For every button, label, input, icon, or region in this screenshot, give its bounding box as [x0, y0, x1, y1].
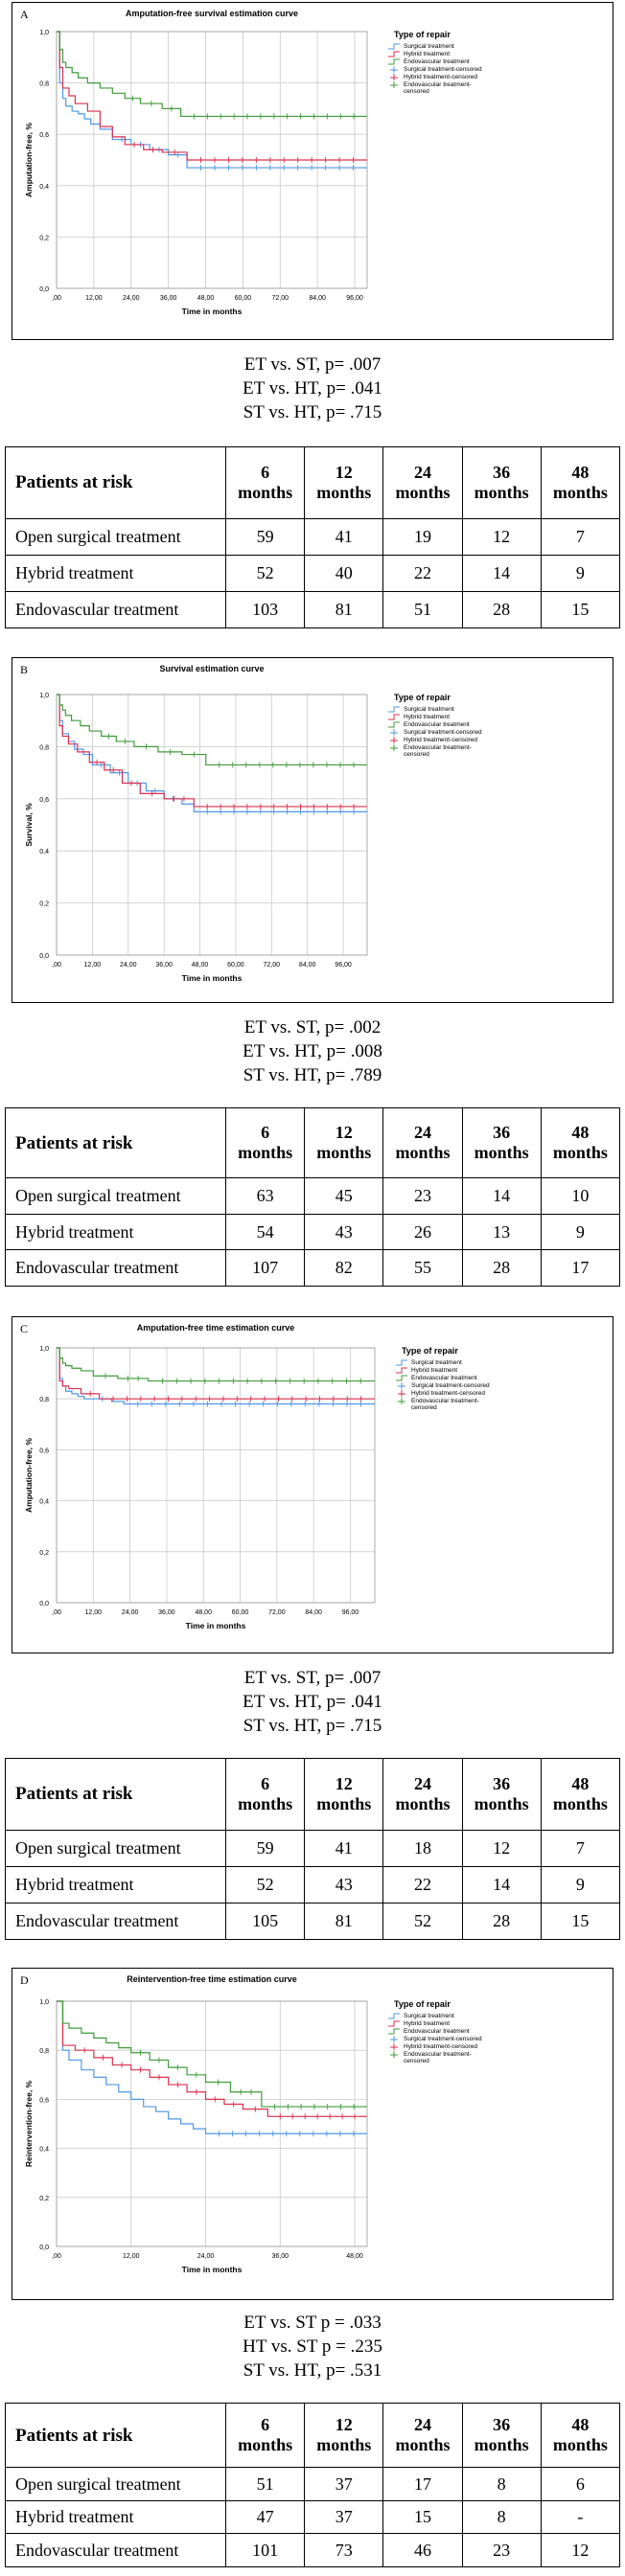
x-tick-label: 84,00: [298, 962, 316, 969]
y-tick-label: 0,2: [39, 235, 49, 242]
y-axis-label: Reintervention-free, %: [24, 2080, 34, 2168]
legend-swatch-line: [388, 722, 400, 727]
risk-cell: 22: [383, 555, 462, 591]
y-tick-label: 1,0: [39, 693, 49, 699]
x-tick-label: 36,00: [158, 1609, 175, 1616]
x-tick-label: 24,00: [197, 2253, 215, 2260]
table-row: [6, 518, 620, 555]
risk-cell: 6: [541, 2468, 619, 2501]
x-tick-label: 60,00: [227, 962, 244, 969]
x-tick-label: 24,00: [122, 295, 140, 302]
stat-line: ET vs. HT, p= .008: [243, 1041, 382, 1061]
risk-cell: 14: [462, 1178, 541, 1215]
risk-header-cell: 48 months: [541, 2404, 619, 2468]
table-row: [6, 1178, 620, 1215]
x-tick-label: 12,00: [84, 1609, 103, 1616]
risk-header-cell: 12 months: [305, 447, 383, 519]
legend-swatch-line: [388, 52, 400, 57]
legend-swatch-line: [388, 2014, 400, 2018]
x-tick-label: 24,00: [120, 962, 137, 969]
legend-swatch-line: [388, 2021, 400, 2026]
y-tick-label: 0,6: [39, 796, 49, 804]
legend-label: [404, 2051, 472, 2064]
legend-label: Hybrid treatment: [404, 51, 451, 57]
risk-cell: 22: [383, 1866, 462, 1903]
y-tick-label: 0,8: [39, 1397, 49, 1404]
x-tick-label: 12,00: [122, 2253, 140, 2260]
risk-table-d: [5, 2403, 620, 2567]
risk-row-label: Hybrid treatment: [6, 555, 226, 591]
chart-title: Reintervention-free time estimation curve: [127, 1974, 297, 1984]
legend-label-part: censored: [411, 1404, 437, 1411]
risk-cell: 10: [541, 1178, 619, 1215]
y-tick-label: 0,8: [39, 744, 49, 752]
panel-letter: B: [20, 663, 29, 676]
y-tick-label: 1,0: [39, 30, 49, 36]
risk-cell: 8: [462, 2468, 541, 2501]
x-tick-label: 72,00: [263, 962, 281, 969]
legend-label: Hybrid treatment: [404, 714, 451, 720]
stat-line: ET vs. HT, p= .041: [243, 1692, 382, 1712]
x-tick-label: 84,00: [309, 295, 326, 302]
x-tick-label: 48,00: [195, 1609, 212, 1616]
x-tick-label: ,00: [52, 295, 61, 302]
risk-cell: 81: [305, 591, 383, 627]
stat-line: ST vs. HT, p= .789: [243, 1065, 382, 1085]
stats-d: [0, 2311, 625, 2382]
risk-header-cell: 48 months: [541, 1759, 619, 1831]
series-surgical-curve: [57, 2001, 367, 2133]
legend-label: Hybrid treatment-censored: [411, 1390, 485, 1397]
risk-cell: 9: [541, 1214, 619, 1250]
legend-label: Endovascular treatment: [404, 2028, 470, 2035]
risk-cell: 51: [383, 591, 462, 627]
y-tick-label: 0,8: [39, 80, 49, 88]
table-row: [6, 555, 620, 591]
risk-cell: 12: [462, 518, 541, 555]
risk-cell: 52: [226, 1866, 305, 1903]
stat-line: ET vs. HT, p= .041: [243, 378, 382, 399]
y-tick-label: 0,0: [39, 286, 49, 293]
risk-cell: 59: [226, 1830, 305, 1866]
legend-label: Hybrid treatment-censored: [404, 2043, 477, 2050]
x-tick-label: 72,00: [268, 1609, 286, 1616]
risk-header-row: [6, 2404, 620, 2468]
x-tick-label: 48,00: [197, 295, 215, 302]
x-axis-label: Time in months: [181, 973, 243, 983]
risk-cell: 8: [462, 2500, 541, 2534]
risk-cell: 82: [305, 1250, 383, 1287]
y-tick-label: 0,0: [39, 2245, 49, 2251]
chart-title: Amputation-free survival estimation curve: [125, 9, 299, 18]
chart-title: Survival estimation curve: [159, 664, 265, 673]
stat-line: ST vs. HT, p= .715: [243, 402, 382, 422]
legend-label: Surgical treatment-censored: [404, 2036, 482, 2042]
risk-header-row: [6, 1759, 620, 1831]
legend-label: Hybrid treatment-censored: [404, 737, 477, 743]
risk-header-cell: 6 months: [226, 1108, 305, 1178]
risk-header-cell: 36 months: [462, 1759, 541, 1831]
y-tick-label: 0,0: [39, 1601, 49, 1607]
risk-cell: 73: [305, 2534, 383, 2567]
stat-line: HT vs. ST p = .235: [243, 2337, 382, 2357]
table-row: [6, 1830, 620, 1866]
stats-b: [0, 1015, 625, 1087]
risk-cell: 41: [305, 1830, 383, 1866]
x-tick-label: 48,00: [191, 962, 209, 969]
x-tick-label: 36,00: [271, 2253, 289, 2260]
legend-swatch-line: [396, 1376, 407, 1380]
panel-letter: D: [20, 1973, 29, 1987]
risk-cell: 28: [462, 1903, 541, 1939]
y-tick-label: 0,2: [39, 1549, 49, 1557]
risk-cell: -: [541, 2500, 619, 2534]
stat-line: ST vs. HT, p= .715: [243, 1716, 382, 1736]
risk-row-label: Open surgical treatment: [6, 1830, 226, 1866]
panel-letter: A: [20, 8, 29, 21]
table-row: [6, 1866, 620, 1903]
x-tick-label: 60,00: [231, 1609, 249, 1616]
risk-cell: 54: [226, 1214, 305, 1250]
risk-cell: 40: [305, 555, 383, 591]
y-axis-label: Survival, %: [24, 803, 34, 847]
risk-cell: 41: [305, 518, 383, 555]
x-tick-label: 84,00: [305, 1609, 322, 1616]
risk-row-label: Hybrid treatment: [6, 2500, 226, 2534]
risk-cell: 28: [462, 591, 541, 627]
risk-cell: 26: [383, 1214, 462, 1250]
risk-cell: 103: [226, 591, 305, 627]
legend-label: Surgical treatment: [404, 2013, 454, 2019]
legend-label: Surgical treatment-censored: [411, 1382, 490, 1389]
legend-label: Endovascular treatment: [411, 1375, 477, 1381]
risk-cell: 17: [383, 2468, 462, 2501]
legend-swatch-line: [388, 707, 400, 712]
risk-cell: 107: [226, 1250, 305, 1287]
plot-frame: [57, 1348, 375, 1603]
risk-header-row: [6, 447, 620, 519]
series-endovascular-curve: [57, 2001, 367, 2107]
x-tick-label: 96,00: [346, 295, 363, 302]
chart-a-frame: [12, 2, 613, 340]
x-tick-label: 12,00: [83, 962, 102, 969]
x-tick-label: 96,00: [341, 1609, 359, 1616]
y-tick-label: 0,0: [39, 953, 49, 960]
y-tick-label: 0,8: [39, 2048, 49, 2056]
y-tick-label: 1,0: [39, 1999, 49, 2006]
risk-header-cell: 6 months: [226, 2404, 305, 2468]
legend-label-part: Endovascular treatment-: [404, 744, 472, 751]
risk-header-cell: 12 months: [305, 1759, 383, 1831]
legend-label: [411, 1398, 479, 1411]
legend-label: Hybrid treatment-censored: [404, 74, 477, 80]
legend-label-part: censored: [404, 751, 429, 758]
legend-label: Hybrid treatment: [404, 2020, 451, 2027]
risk-cell: 52: [226, 555, 305, 591]
risk-cell: 101: [226, 2534, 305, 2567]
risk-row-label: Hybrid treatment: [6, 1214, 226, 1250]
risk-cell: 12: [462, 1830, 541, 1866]
risk-cell: 52: [383, 1903, 462, 1939]
stats-a: [0, 353, 625, 424]
y-tick-label: 0,6: [39, 132, 49, 140]
risk-cell: 13: [462, 1214, 541, 1250]
risk-row-label: Endovascular treatment: [6, 1250, 226, 1287]
risk-cell: 15: [541, 591, 619, 627]
legend-title: Type of repair: [394, 1999, 451, 2009]
risk-row-label: Endovascular treatment: [6, 2534, 226, 2567]
legend-label: Hybrid treatment: [411, 1367, 458, 1374]
x-axis-label: Time in months: [185, 1621, 246, 1630]
stat-line: ET vs. ST p = .033: [243, 2313, 382, 2333]
risk-cell: 28: [462, 1250, 541, 1287]
risk-table-a: [5, 446, 620, 628]
legend-swatch-line: [396, 1360, 407, 1365]
risk-header-cell: 24 months: [383, 2404, 462, 2468]
legend-label-part: censored: [404, 2058, 429, 2064]
legend-label: Surgical treatment-censored: [404, 66, 482, 73]
series-hybrid-curve: [57, 695, 367, 807]
legend-title: Type of repair: [394, 30, 451, 39]
risk-cell: 14: [462, 1866, 541, 1903]
legend-label-part: Endovascular treatment-: [404, 81, 472, 88]
risk-cell: 37: [305, 2468, 383, 2501]
risk-cell: 105: [226, 1903, 305, 1939]
y-tick-label: 1,0: [39, 1346, 49, 1353]
legend-swatch-line: [388, 59, 400, 64]
y-tick-label: 0,2: [39, 900, 49, 908]
legend-title: Type of repair: [402, 1346, 458, 1356]
x-axis-label: Time in months: [181, 307, 243, 316]
risk-header-cell: 6 months: [226, 1759, 305, 1831]
table-row: [6, 591, 620, 627]
legend-swatch-line: [388, 44, 400, 49]
legend-swatch-line: [396, 1368, 407, 1373]
legend-label: [404, 81, 472, 95]
series-endovascular-curve: [57, 695, 367, 764]
risk-cell: 51: [226, 2468, 305, 2501]
stat-line: ST vs. HT, p= .531: [243, 2360, 382, 2381]
risk-row-label: Open surgical treatment: [6, 1178, 226, 1215]
risk-header-cell: 12 months: [305, 2404, 383, 2468]
x-tick-label: 24,00: [121, 1609, 139, 1616]
risk-header-label: Patients at risk: [6, 447, 226, 519]
legend-title: Type of repair: [394, 693, 451, 702]
risk-cell: 15: [383, 2500, 462, 2534]
risk-cell: 55: [383, 1250, 462, 1287]
risk-row-label: Open surgical treatment: [6, 2468, 226, 2501]
legend-label-part: Endovascular treatment-: [404, 2051, 472, 2058]
risk-cell: 9: [541, 1866, 619, 1903]
legend-label: Endovascular treatment: [404, 58, 470, 65]
x-tick-label: 60,00: [234, 295, 252, 302]
x-tick-label: 12,00: [85, 295, 103, 302]
legend-label-part: censored: [404, 88, 429, 95]
legend-swatch-line: [388, 715, 400, 719]
x-tick-label: ,00: [52, 962, 61, 969]
chart-b-frame: [12, 657, 613, 1003]
legend-label-part: Endovascular treatment-: [411, 1398, 479, 1404]
risk-cell: 43: [305, 1214, 383, 1250]
chart-d-frame: [12, 1968, 613, 2300]
legend-label: Surgical treatment-censored: [404, 729, 482, 736]
risk-header-label: Patients at risk: [6, 1759, 226, 1831]
risk-cell: 12: [541, 2534, 619, 2567]
risk-row-label: Hybrid treatment: [6, 1866, 226, 1903]
series-endovascular-curve: [57, 1348, 375, 1381]
table-row: [6, 2468, 620, 2501]
chart-b: [12, 658, 614, 1004]
risk-table-c: [5, 1758, 620, 1940]
y-axis-label: Amputation-free, %: [24, 1438, 34, 1513]
risk-cell: 63: [226, 1178, 305, 1215]
y-tick-label: 0,6: [39, 1448, 49, 1455]
risk-cell: 45: [305, 1178, 383, 1215]
stat-line: ET vs. ST, p= .007: [243, 354, 382, 375]
x-tick-label: 36,00: [159, 295, 177, 302]
table-row: [6, 1903, 620, 1939]
y-tick-label: 0,4: [39, 849, 49, 856]
legend-label: Endovascular treatment: [404, 721, 470, 728]
risk-cell: 59: [226, 518, 305, 555]
risk-cell: 23: [462, 2534, 541, 2567]
risk-cell: 81: [305, 1903, 383, 1939]
risk-cell: 19: [383, 518, 462, 555]
risk-cell: 15: [541, 1903, 619, 1939]
x-axis-label: Time in months: [181, 2265, 243, 2274]
stat-line: ET vs. ST, p= .002: [243, 1017, 382, 1037]
legend-label: Surgical treatment: [404, 43, 454, 50]
y-tick-label: 0,2: [39, 2195, 49, 2202]
risk-cell: 9: [541, 555, 619, 591]
risk-row-label: Endovascular treatment: [6, 1903, 226, 1939]
risk-header-cell: 6 months: [226, 447, 305, 519]
table-row: [6, 2534, 620, 2567]
risk-row-label: Endovascular treatment: [6, 591, 226, 627]
panel-letter: C: [20, 1322, 29, 1335]
risk-header-row: [6, 1108, 620, 1178]
risk-cell: 7: [541, 1830, 619, 1866]
risk-header-label: Patients at risk: [6, 2404, 226, 2468]
x-tick-label: 72,00: [271, 295, 289, 302]
risk-header-cell: 36 months: [462, 1108, 541, 1178]
x-tick-label: 36,00: [155, 962, 173, 969]
risk-header-cell: 24 months: [383, 1108, 462, 1178]
chart-c-frame: [12, 1316, 613, 1653]
y-tick-label: 0,4: [39, 183, 49, 191]
x-tick-label: 48,00: [346, 2253, 363, 2260]
stats-c: [0, 1666, 625, 1738]
legend-swatch-line: [388, 2029, 400, 2034]
chart-d: [12, 1969, 614, 2301]
risk-header-cell: 36 months: [462, 447, 541, 519]
risk-header-cell: 12 months: [305, 1108, 383, 1178]
risk-cell: 17: [541, 1250, 619, 1287]
plot-frame: [57, 695, 367, 955]
table-row: [6, 1214, 620, 1250]
y-tick-label: 0,6: [39, 2097, 49, 2105]
risk-cell: 43: [305, 1866, 383, 1903]
risk-cell: 47: [226, 2500, 305, 2534]
legend-label: Surgical treatment: [411, 1359, 462, 1366]
y-tick-label: 0,4: [39, 2146, 49, 2154]
risk-cell: 14: [462, 555, 541, 591]
risk-header-cell: 24 months: [383, 447, 462, 519]
risk-cell: 18: [383, 1830, 462, 1866]
y-axis-label: Amputation-free, %: [24, 123, 34, 197]
risk-header-cell: 48 months: [541, 1108, 619, 1178]
chart-c: [12, 1317, 614, 1654]
x-tick-label: ,00: [52, 1609, 61, 1616]
table-row: [6, 2500, 620, 2534]
series-hybrid-curve: [57, 1348, 375, 1399]
risk-header-cell: 48 months: [541, 447, 619, 519]
table-row: [6, 1250, 620, 1287]
risk-table-b: [5, 1107, 620, 1287]
y-tick-label: 0,4: [39, 1498, 49, 1506]
risk-cell: 7: [541, 518, 619, 555]
chart-a: [12, 3, 614, 341]
x-tick-label: ,00: [52, 2253, 61, 2260]
series-hybrid-curve: [57, 32, 367, 160]
chart-title: Amputation-free time estimation curve: [136, 1323, 295, 1333]
risk-cell: 37: [305, 2500, 383, 2534]
risk-header-label: Patients at risk: [6, 1108, 226, 1178]
risk-cell: 23: [383, 1178, 462, 1215]
series-endovascular-curve: [57, 32, 367, 116]
legend-label: [404, 744, 472, 758]
legend-label: Surgical treatment: [404, 706, 454, 713]
risk-header-cell: 24 months: [383, 1759, 462, 1831]
stat-line: ET vs. ST, p= .007: [243, 1668, 382, 1688]
risk-cell: 46: [383, 2534, 462, 2567]
x-tick-label: 96,00: [335, 962, 352, 969]
series-surgical-curve: [57, 32, 367, 168]
risk-row-label: Open surgical treatment: [6, 518, 226, 555]
series-surgical-curve: [57, 695, 367, 811]
risk-header-cell: 36 months: [462, 2404, 541, 2468]
